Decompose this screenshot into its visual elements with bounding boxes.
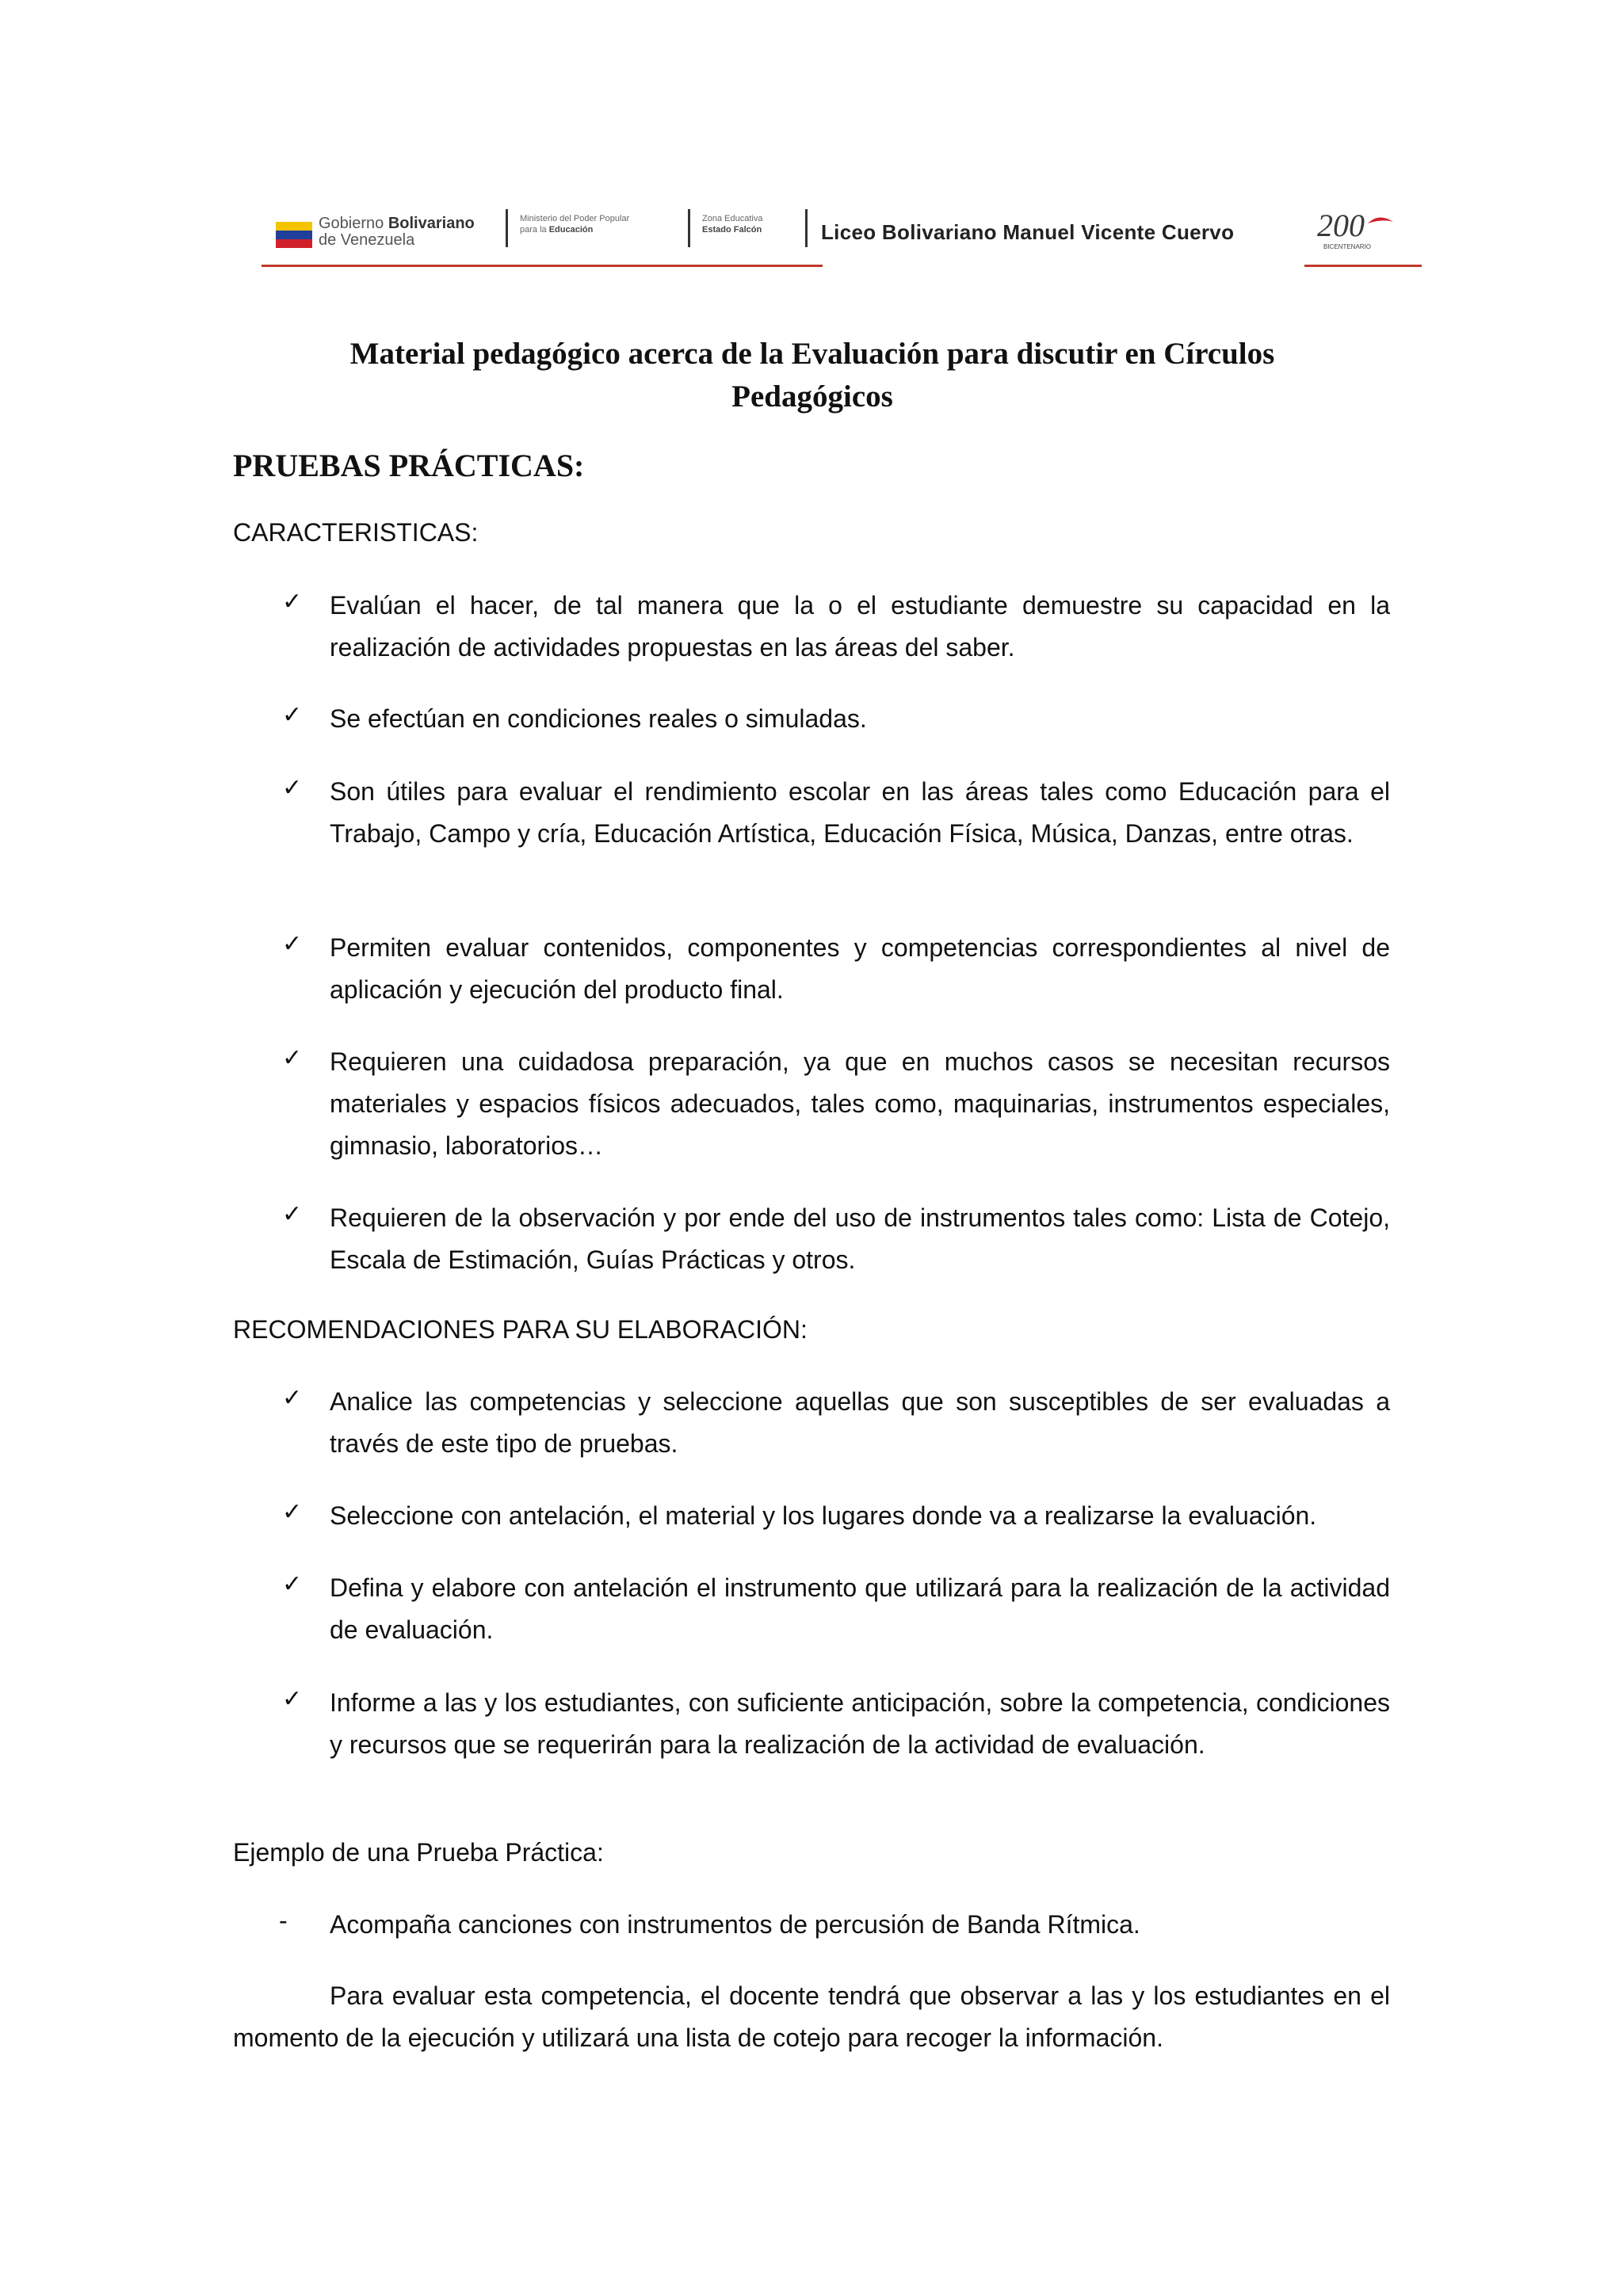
bicent-label: BICENTENARIO: [1323, 243, 1372, 250]
caracteristicas-label: CARACTERISTICAS:: [233, 518, 479, 547]
header-divider: [506, 209, 508, 247]
check-icon: ✓: [282, 931, 303, 957]
header-divider: [688, 209, 690, 247]
list-item: Seleccione con antelación, el material y los lugares donde va a realizarse la evaluación.: [330, 1501, 1317, 1530]
check-icon: ✓: [282, 589, 303, 615]
list-item: Son útiles para evaluar el rendimiento escolar en las áreas tales como Educación para el Trabajo, Campo y cría, Educación Artística, Educación Física, Música, Danzas, entre otras.: [330, 777, 1390, 848]
closing-paragraph: Para evaluar esta competencia, el docente tendrá que observar a las y los estudiantes en el momento de la ejecución y utilizará una lista de cotejo para recoger la información.: [233, 1981, 1390, 2052]
list-item: Requieren una cuidadosa preparación, ya que en muchos casos se necesitan recursos materiales y espacios físicos adecuados, tales como, maquinarias, instrumentos especiales, gimnasio, laboratorios…: [330, 1047, 1390, 1160]
zona-line2: Estado Falcón: [702, 225, 762, 235]
ministerio-text: [520, 213, 629, 235]
ejemplo-label: Ejemplo de una Prueba Práctica:: [233, 1838, 604, 1867]
check-icon: ✓: [282, 1045, 303, 1071]
bicent-swoosh-icon: [1368, 217, 1393, 223]
list-item: Se efectúan en condiciones reales o simuladas.: [330, 704, 867, 733]
header-divider: [805, 209, 808, 247]
check-icon: ✓: [282, 1499, 303, 1525]
ministerio-line1: Ministerio del Poder Popular: [520, 214, 630, 223]
check-icon: ✓: [282, 1571, 303, 1597]
recomendaciones-label: RECOMENDACIONES PARA SU ELABORACIÓN:: [233, 1315, 808, 1344]
ministerio-line2-a: para la: [520, 225, 549, 235]
ejemplo-item: Acompaña canciones con instrumentos de percusión de Banda Rítmica.: [330, 1910, 1140, 1939]
title-line2: Pedagógicos: [731, 379, 893, 414]
list-item: Evalúan el hacer, de tal manera que la o el estudiante demuestre su capacidad en la realización de actividades propuestas en las áreas del saber.: [330, 591, 1390, 662]
gobierno-logo: [276, 214, 528, 257]
list-item: Requieren de la observación y por ende del uso de instrumentos tales como: Lista de Cotejo, Escala de Estimación, Guías Prácticas y otros.: [330, 1203, 1390, 1274]
gob-line1-a: Gobierno: [319, 215, 388, 232]
list-item: Defina y elabore con antelación el instrumento que utilizará para la realización de la actividad de evaluación.: [330, 1573, 1390, 1644]
header-red-rule: [262, 265, 823, 267]
liceo-name: Liceo Bolivariano Manuel Vicente Cuervo: [821, 220, 1235, 244]
bicentenario-logo: [1312, 206, 1407, 254]
header-banner: [258, 200, 1423, 273]
zona-text: [702, 213, 762, 235]
check-icon: ✓: [282, 1686, 303, 1712]
zona-line1: Zona Educativa: [702, 214, 763, 223]
gob-line2: de Venezuela: [319, 231, 415, 249]
dash-bullet: -: [279, 1906, 288, 1935]
section-heading: PRUEBAS PRÁCTICAS:: [233, 448, 585, 483]
document-title: [234, 333, 1391, 418]
list-item: Analice las competencias y seleccione aquellas que son susceptibles de ser evaluadas a través de este tipo de pruebas.: [330, 1387, 1390, 1458]
venezuela-flag-icon: [276, 222, 312, 249]
check-icon: ✓: [282, 1201, 303, 1227]
gob-line1-b: Bolivariano: [388, 215, 475, 232]
check-icon: ✓: [282, 702, 303, 728]
check-icon: ✓: [282, 775, 303, 801]
header-red-rule: [1304, 265, 1422, 267]
ministerio-line2-b: Educación: [548, 225, 594, 235]
title-line1: Material pedagógico acerca de la Evaluación para discutir en Círculos: [349, 337, 1275, 371]
gobierno-text: [319, 215, 475, 249]
list-item: Permiten evaluar contenidos, componentes y competencias correspondientes al nivel de aplicación y ejecución del producto final.: [330, 933, 1390, 1004]
bicent-number: 200: [1317, 208, 1365, 243]
list-item: Informe a las y los estudiantes, con suficiente anticipación, sobre la competencia, condiciones y recursos que se requerirán para la realización de la actividad de evaluación.: [330, 1688, 1390, 1759]
check-icon: ✓: [282, 1385, 303, 1411]
